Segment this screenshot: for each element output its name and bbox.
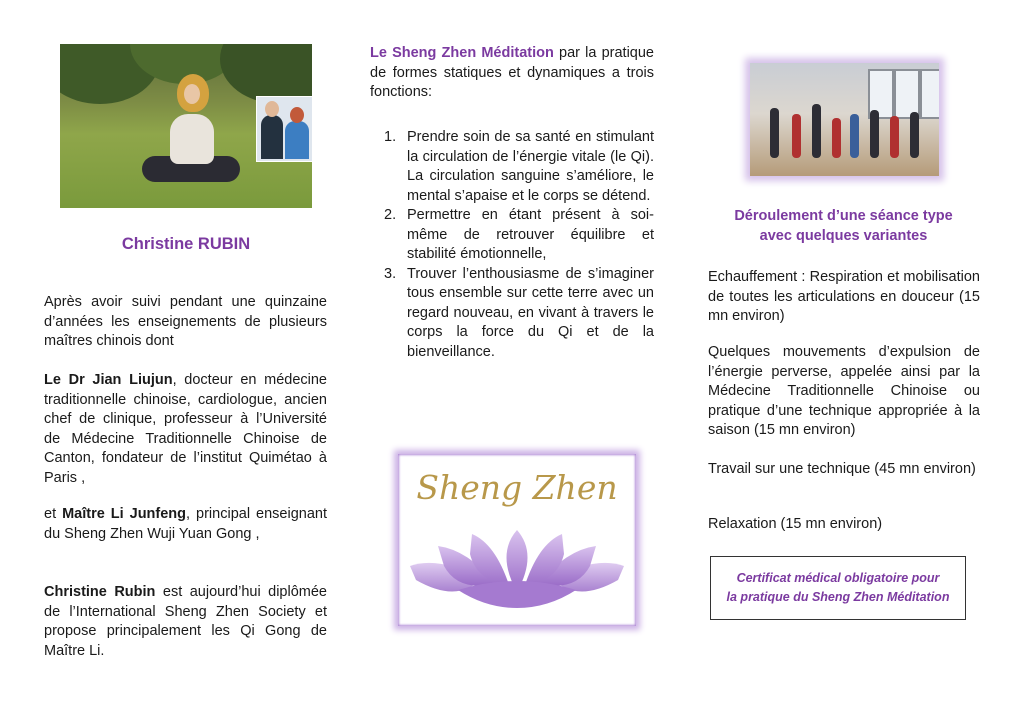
master2-description: , principal enseignant du Sheng Zhen Wuji Yuan Gong , [44,506,327,542]
sheng-zhen-logo [398,454,636,626]
seance-step: Travail sur une technique (45 mn environ) [708,461,976,477]
meditation-intro [370,44,654,103]
christine-meditation-photo [60,44,312,208]
seance-step: Relaxation (15 mn environ) [708,516,883,532]
master1-name: Le Dr Jian Liujun [44,372,173,388]
master2-paragraph [44,505,327,544]
closing-paragraph [44,583,327,661]
seance-step: Echauffement : Respiration et mobilisation de toutes les articulations en douceur (15 mn environ) [708,269,980,324]
seance-heading [707,206,980,246]
closing-description: est aujourd’hui diplômée de l’International Sheng Zhen Society et propose principalement les Qi Gong de Maître Li. [44,584,327,659]
certificate-notice-box [710,556,966,620]
list-text: Trouver l’enthousiasme de s’imaginer tous ensemble sur cette terre avec un regard nouveau, en vivant à travers le corps la force du Qi et de la bienveillance. [407,265,654,360]
certificate-line1: Certificat médical obligatoire pour [736,571,940,585]
class-photo [750,63,939,176]
closing-name: Christine Rubin [44,584,156,600]
certificate-line2: la pratique du Sheng Zhen Méditation [726,590,950,604]
seance-heading-line1: Déroulement d’une séance type [734,208,953,224]
teacher-inset-photo [256,96,312,162]
list-text: Permettre en étant présent à soi-même de retrouver équilibre et stabilité émotionnelle, [407,207,654,262]
christine-name-heading: Christine RUBIN [121,235,251,253]
list-number: 2. [384,207,397,223]
logo-text: Sheng Zhen [416,468,618,507]
meditation-intro-text: par la pratique de formes statiques et dynamiques a trois fonctions: [370,45,654,100]
seance-step: Quelques mouvements d’expulsion de l’énergie perverse, appelée ainsi par la Médecine Traditionnelle Chinoise ou pratique d’une technique appropriée à la saison (15 mn environ) [708,344,980,438]
list-text: Prendre soin de sa santé en stimulant la circulation de l’énergie vitale (le Qi). La circulation sanguine s’améliore, le mental s’apaise et le corps se détend. [407,129,654,204]
lotus-icon [398,454,636,626]
list-item [370,128,654,206]
meditation-title: Le Sheng Zhen Méditation [370,45,554,61]
certificate-notice [711,569,965,607]
list-number: 1. [384,129,397,145]
master2-prefix: et [44,506,63,522]
functions-list [370,128,654,362]
master1-description: , docteur en médecine traditionnelle chinoise, cardiologue, ancien chef de clinique, professeur à l’Université de Médecine Traditionnelle Chinoise de Canton, fondateur de l’institut Quimétao à Paris , [44,372,328,486]
list-number: 3. [384,265,397,282]
list-item [370,206,654,265]
list-item [370,265,654,363]
master2-name: Maître Li Junfeng [62,506,187,522]
intro-paragraph: Après avoir suivi pendant une quinzaine d’années les enseignements de plusieurs maîtres chinois dont [44,294,327,349]
master1-paragraph [44,371,327,488]
seance-heading-line2: avec quelques variantes [759,228,928,244]
